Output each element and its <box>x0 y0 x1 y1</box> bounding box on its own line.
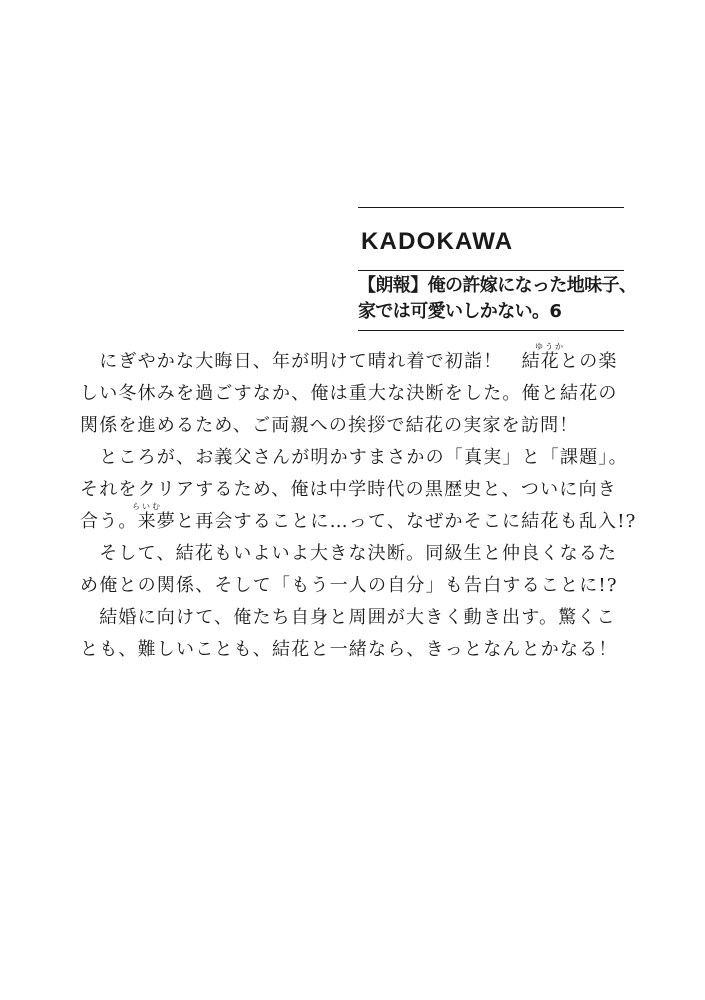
bottom-divider <box>358 330 624 331</box>
synopsis-line-2: しい冬休みを過ごすなか、俺は重大な決断をした。俺と結花の <box>80 383 618 404</box>
publisher-name: KADOKAWA <box>361 228 514 255</box>
synopsis-line-3: 関係を進めるため、ご両親への挨拶で結花の実家を訪問！ <box>80 415 579 436</box>
book-title <box>358 273 637 325</box>
middle-divider <box>358 270 624 271</box>
synopsis-line-6-text: 合う。来夢と再会することに…って、なぜかそこに結花も乱入!? <box>80 511 637 532</box>
synopsis-text <box>80 342 637 666</box>
synopsis-line-5: それをクリアするため、俺は中学時代の黒歴史と、ついに向き <box>80 479 617 500</box>
synopsis-line-10: とも、難しいことも、結花と一緒なら、きっとなんとかなる！ <box>80 639 618 660</box>
synopsis-line-1 <box>80 342 630 378</box>
synopsis-line-9: 結婚に向けて、俺たち自身と周囲が大きく動き出す。驚くこ <box>80 607 616 628</box>
top-divider <box>358 207 624 208</box>
synopsis-line-4: ところが、お義父さんが明かすまさかの「真実」と「課題」。 <box>80 447 628 468</box>
synopsis-line-8: め俺との関係、そして「もう一人の自分」も告白することに!? <box>80 575 618 596</box>
book-title-line-1: 【朗報】俺の許嫁になった地味子、 <box>358 275 637 296</box>
synopsis-line-7: そして、結花もいよいよ大きな決断。同級生と仲良くなるた <box>80 543 618 564</box>
book-title-line-2: 家では可愛いしかない。6 <box>358 301 562 322</box>
ruby-raimu: らいむ <box>132 502 162 511</box>
synopsis-line-6 <box>80 502 637 538</box>
ruby-yuuka: ゆうか <box>535 342 565 351</box>
synopsis-line-1-text: にぎやかな大晦日、年が明けて晴れ着で初詣！ 結花との楽 <box>80 351 618 372</box>
